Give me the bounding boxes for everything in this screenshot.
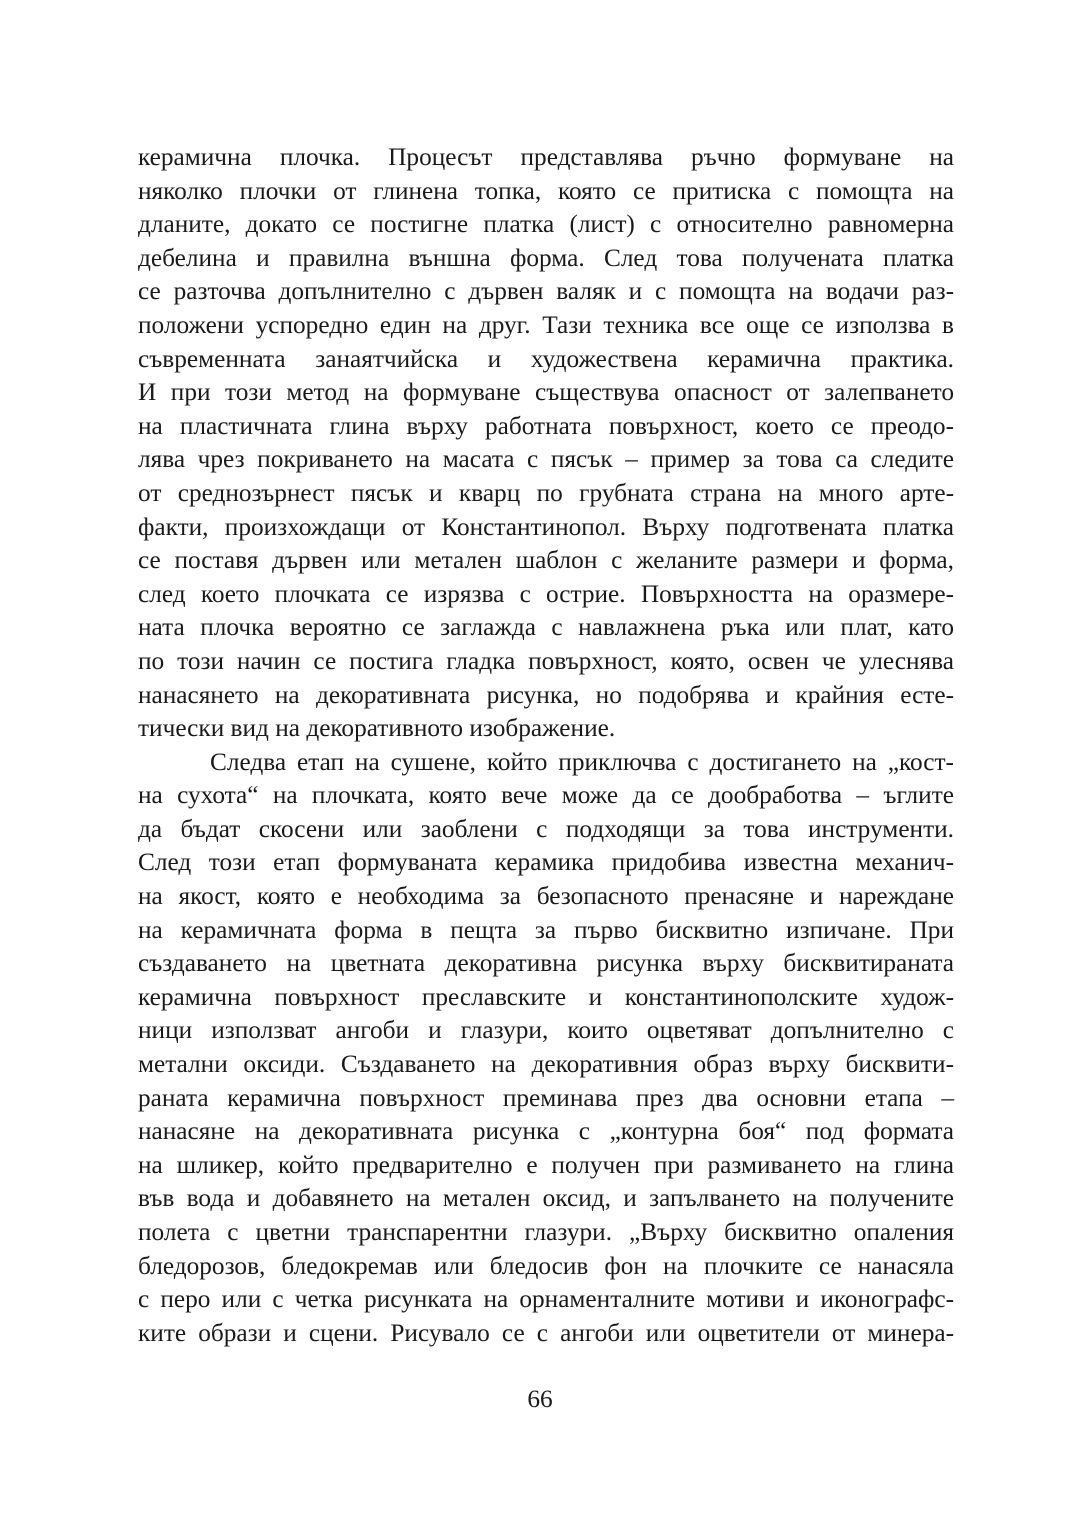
body-text: [138, 141, 954, 1350]
text-line: на сухота“ на плочката, която вече може да се дообработва – ъглите: [138, 781, 954, 810]
text-line: ници използват ангоби и глазури, които оцветяват допълнително с: [138, 1016, 954, 1045]
text-line: бледорозов, бледокремав или бледосив фон на плочките се нанасяла: [138, 1251, 954, 1280]
text-line: положени успоредно един на друг. Тази техника все още се използва в: [138, 310, 954, 339]
text-line: с перо или с четка рисунката на орнаменталните мотиви и иконографс-: [138, 1285, 954, 1314]
text-line: във вода и добавянето на метален оксид, и запълването на получените: [138, 1184, 954, 1213]
text-line: се поставя дървен или метален шаблон с желаните размери и форма,: [138, 546, 954, 575]
text-line: ната плочка вероятно се заглажда с навлажнена ръка или плат, като: [138, 613, 954, 642]
text-line: да бъдат скосени или заоблени с подходящи за това инструменти.: [138, 814, 954, 843]
text-line: на якост, която е необходима за безопасното пренасяне и нареждане: [138, 882, 954, 911]
text-line: на шликер, който предварително е получен при размиването на глина: [138, 1150, 954, 1179]
paragraph-start-line: Следва етап на сушене, който приключва с достигането на „кост-: [210, 747, 954, 776]
text-line: лява чрез покриването на масата с пясък – пример за това са следите: [138, 445, 954, 474]
text-line: няколко плочки от глинена топка, която се притиска с помощта на: [138, 176, 954, 205]
text-line: полета с цветни транспарентни глазури. „Върху бисквитно опаления: [138, 1218, 954, 1246]
text-line: факти, произхождащи от Константинопол. Върху подготвената платка: [138, 512, 954, 541]
text-line: на пластичната глина върху работната повърхност, което се преодо-: [138, 411, 954, 440]
text-line: раната керамична повърхност преминава през два основни етапа –: [138, 1083, 954, 1112]
page-number: 66: [527, 1385, 553, 1413]
text-line: След този етап формуваната керамика придобива известна механич-: [138, 848, 954, 877]
text-line: създаването на цветната декоративна рисунка върху бисквитираната: [138, 949, 954, 978]
text-line: от среднозърнест пясък и кварц по грубната страна на много арте-: [138, 478, 954, 507]
text-line: съвременната занаятчийска и художествена керамична практика.: [138, 344, 954, 373]
text-line: нанасянето на декоративната рисунка, но подобрява и крайния есте-: [138, 680, 954, 709]
text-line: И при този метод на формуване съществува опасност от залепването: [138, 378, 954, 407]
text-line: се разточва допълнително с дървен валяк и с помощта на водачи раз-: [138, 277, 954, 306]
text-line: керамична повърхност преславските и константинополските худож-: [138, 982, 954, 1011]
text-line: на керамичната форма в пещта за първо бисквитно изпичане. При: [138, 915, 954, 944]
text-line: дланите, докато се постигне платка (лист) с относително равномерна: [138, 210, 954, 239]
text-line: дебелина и правилна външна форма. След това получената платка: [138, 243, 954, 272]
text-line: керамична плочка. Процесът представлява ръчно формуване на: [138, 143, 954, 171]
text-line: метални оксиди. Създаването на декоративния образ върху бисквити-: [138, 1050, 954, 1079]
text-line: нанасяне на декоративната рисунка с „контурна боя“ под формата: [138, 1117, 954, 1146]
text-line: след което плочката се изрязва с острие. Повърхността на оразмере-: [138, 579, 954, 608]
paragraph-end-line: тически вид на декоративното изображение.: [138, 714, 616, 743]
text-line: по този начин се постига гладка повърхност, която, освен че улеснява: [138, 646, 954, 675]
text-line: ките образи и сцени. Рисувало се с ангоби или оцветители от минера-: [138, 1318, 954, 1347]
